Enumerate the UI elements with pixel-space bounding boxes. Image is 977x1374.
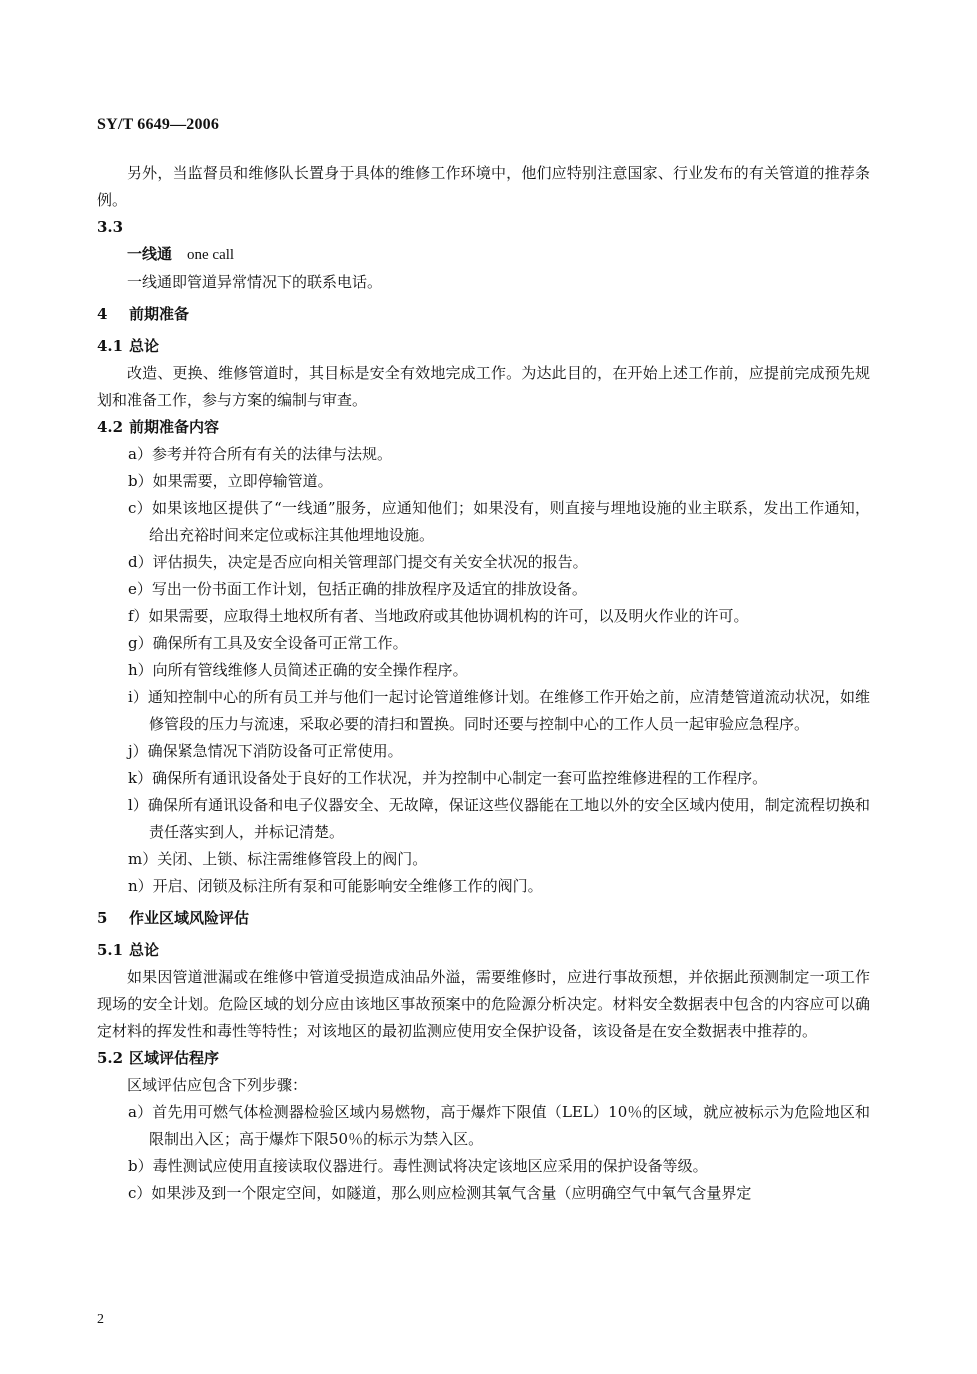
list-item: c）如果该地区提供了“一线通”服务，应通知他们；如果没有，则直接与埋地设施的业主联系，发出工作通知，给出充裕时间来定位或标注其他埋地设施。 xyxy=(128,499,870,544)
paragraph-continued: 另外，当监督员和维修队长置身于具体的维修工作环境中，他们应特别注意国家、行业发布的有关管道的推荐条例。 xyxy=(97,164,870,209)
document-body xyxy=(97,160,870,1207)
list-item: n）开启、闭锁及标注所有泵和可能影响安全维修工作的阀门。 xyxy=(128,877,543,895)
subsection-title: 总论 xyxy=(129,941,160,959)
term-definition: 一线通即管道异常情况下的联系电话。 xyxy=(127,273,383,291)
list-item: d）评估损失，决定是否应向相关管理部门提交有关安全状况的报告。 xyxy=(128,553,588,571)
list-item: m）关闭、上锁、标注需维修管段上的阀门。 xyxy=(128,850,428,868)
subsection-number: 5.2 xyxy=(97,1049,124,1067)
paragraph: 改造、更换、维修管道时，其目标是安全有效地完成工作。为达此目的，在开始上述工作前，应提前完成预先规划和准备工作，参与方案的编制与审查。 xyxy=(97,364,870,409)
section-heading-4 xyxy=(97,301,870,328)
section-number: 5 xyxy=(97,909,108,927)
subsection-title: 总论 xyxy=(129,337,160,355)
list-item: b）如果需要，立即停输管道。 xyxy=(128,472,333,490)
paragraph-intro: 区域评估应包含下列步骤： xyxy=(127,1076,308,1094)
term-english: one call xyxy=(187,247,235,263)
list-item: a）参考并符合所有有关的法律与法规。 xyxy=(128,445,392,463)
term-chinese: 一线通 xyxy=(127,245,173,263)
subsection-title: 区域评估程序 xyxy=(129,1049,220,1067)
section-heading-5 xyxy=(97,905,870,932)
subsection-heading-5-1 xyxy=(97,937,870,964)
list-item: f）如果需要，应取得土地权所有者、当地政府或其他协调机构的许可，以及明火作业的许可。 xyxy=(128,607,749,625)
page-number: 2 xyxy=(97,1312,104,1327)
list-item: h）向所有管线维修人员简述正确的安全操作程序。 xyxy=(128,661,468,679)
list-item: e）写出一份书面工作计划，包括正确的排放程序及适宜的排放设备。 xyxy=(128,580,587,598)
standard-code-header: SY/T 6649—2006 xyxy=(97,116,220,133)
section-title: 前期准备 xyxy=(129,305,190,323)
list-item: i）通知控制中心的所有员工并与他们一起讨论管道维修计划。在维修工作开始之前，应清楚管道流动状况，如维修管段的压力与流速，采取必要的清扫和置换。同时还要与控制中心的工作人员一起审验应急程序。 xyxy=(128,688,870,733)
list-item: c）如果涉及到一个限定空间，如隧道，那么则应检测其氧气含量（应明确空气中氧气含量界定 xyxy=(128,1184,752,1202)
section-title: 作业区域风险评估 xyxy=(129,909,250,927)
list-item: a）首先用可燃气体检测器检验区域内易燃物，高于爆炸下限值（LEL）10％的区域，就应被标示为危险地区和限制出入区；高于爆炸下限50％的标示为禁入区。 xyxy=(128,1103,870,1148)
list-item: j）确保紧急情况下消防设备可正常使用。 xyxy=(128,742,403,760)
list-item: g）确保所有工具及安全设备可正常工作。 xyxy=(128,634,408,652)
list-item: b）毒性测试应使用直接读取仪器进行。毒性测试将决定该地区应采用的保护设备等级。 xyxy=(128,1157,708,1175)
list-item: k）确保所有通讯设备处于良好的工作状况，并为控制中心制定一套可监控维修进程的工作程序。 xyxy=(128,769,768,787)
subsection-number: 4.2 xyxy=(97,418,124,436)
list-item: l）确保所有通讯设备和电子仪器安全、无故障，保证这些仪器能在工地以外的安全区域内使用，制定流程切换和责任落实到人，并标记清楚。 xyxy=(128,796,870,841)
section-number: 4 xyxy=(97,305,108,323)
clause-number-3-3: 3.3 xyxy=(97,218,124,236)
subsection-heading-4-2 xyxy=(97,414,870,441)
term-entry xyxy=(97,241,870,269)
subsection-title: 前期准备内容 xyxy=(129,418,220,436)
subsection-number: 4.1 xyxy=(97,337,124,355)
subsection-heading-5-2 xyxy=(97,1045,870,1072)
subsection-number: 5.1 xyxy=(97,941,124,959)
paragraph: 如果因管道泄漏或在维修中管道受损造成油品外溢，需要维修时，应进行事故预想，并依据此预测制定一项工作现场的安全计划。危险区域的划分应由该地区事故预案中的危险源分析决定。材料安全数据表中包含的内容应可以确定材料的挥发性和毒性等特性；对该地区的最初监测应使用安全保护设备，该设备是在安全数据表中推荐的。 xyxy=(97,968,870,1040)
subsection-heading-4-1 xyxy=(97,333,870,360)
